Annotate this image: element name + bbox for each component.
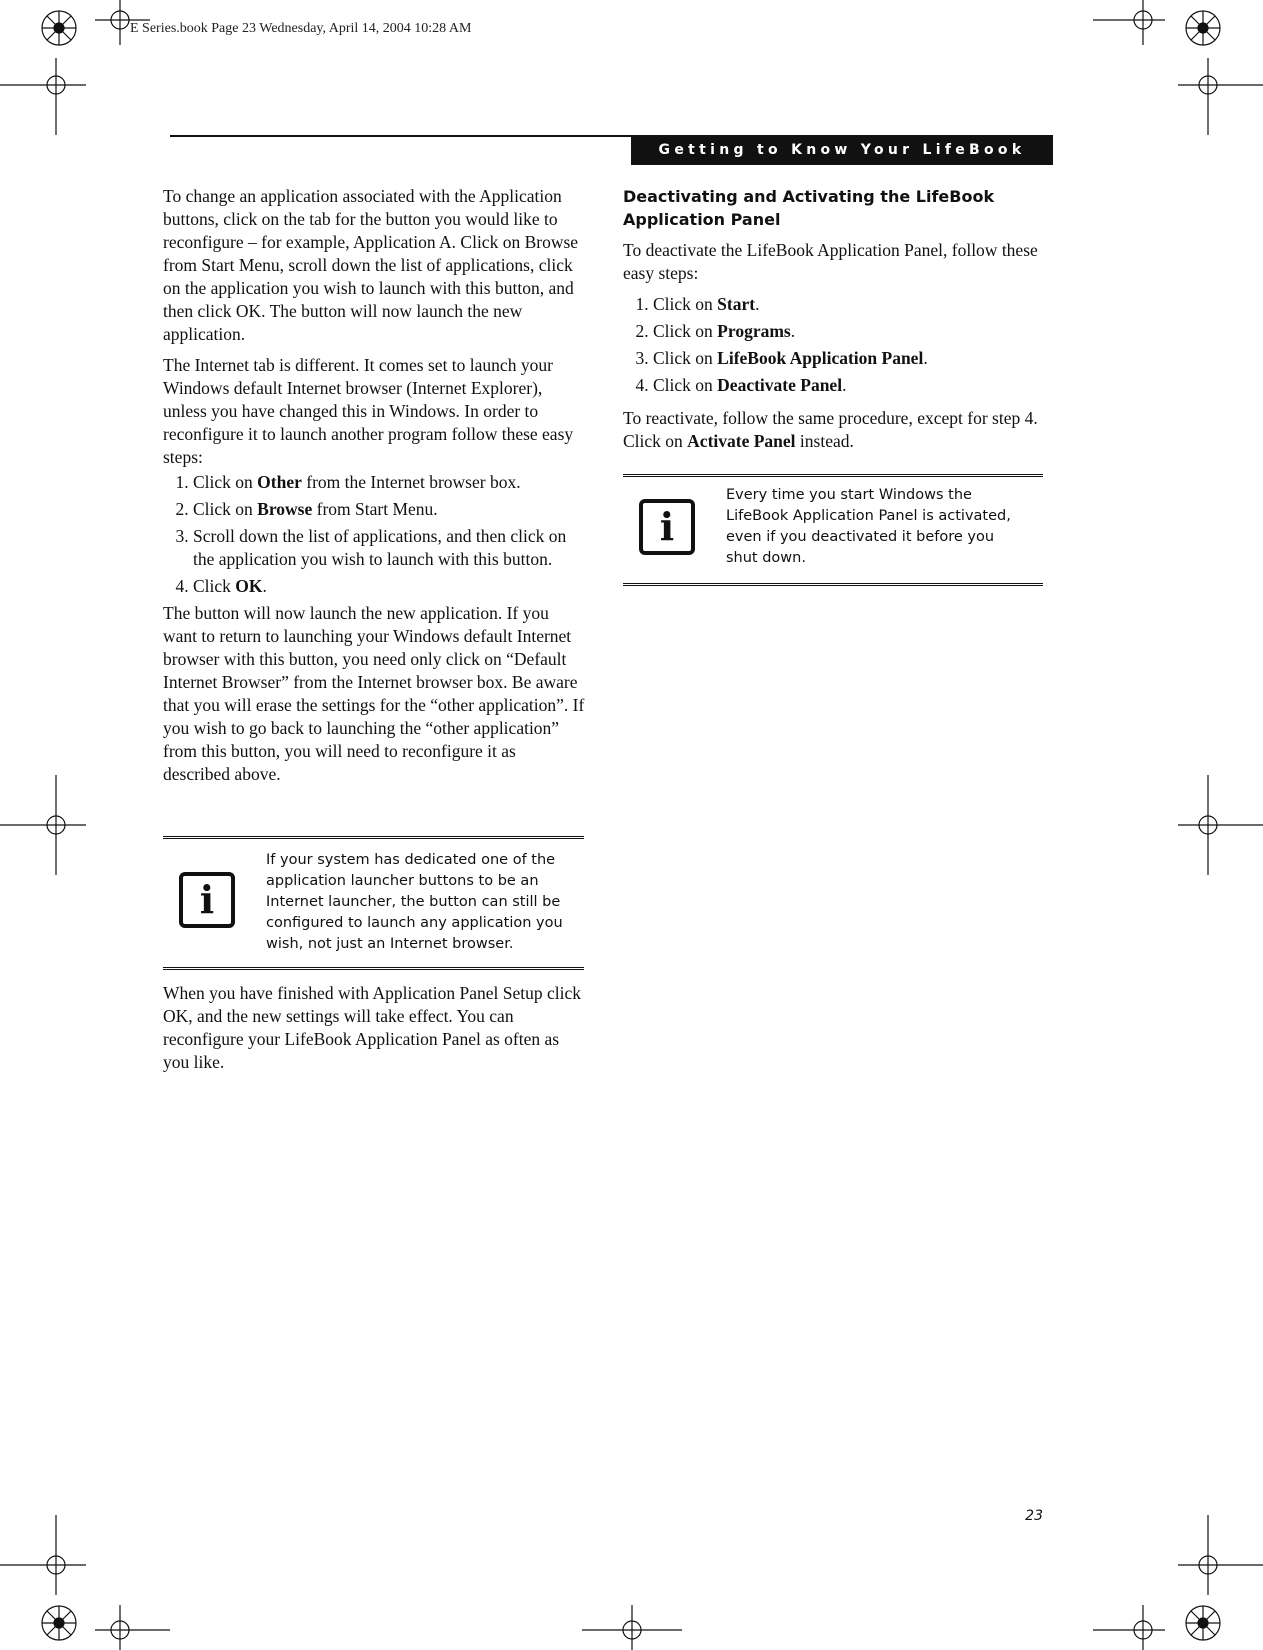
paragraph-change-application: To change an application associated with the Application buttons, click on the tab for the button you would like to reconfigure – for example, Application A. Click on Browse from Start Menu, scroll down the list of applications, click on the application you wish to launch with this button, and then click OK. The button will now launch the new application.	[163, 186, 579, 344]
paragraph-deactivate-intro: To deactivate the LifeBook Application Panel, follow these easy steps:	[623, 240, 1038, 283]
list-item: 1. Click on Start.	[653, 293, 1053, 316]
list-item: 3. Scroll down the list of applications, and then click on the application you wish to launch with this button.	[193, 525, 587, 571]
info-note-left	[163, 836, 584, 970]
registration-mark-bottom-a	[95, 1605, 170, 1650]
list-item: 2. Click on Browse from Start Menu.	[193, 498, 587, 521]
list-item: 4. Click OK.	[193, 575, 587, 598]
registration-mark-left-mid	[0, 775, 86, 875]
deactivate-steps-list	[623, 293, 1053, 397]
registration-mark-bottom-b	[1093, 1605, 1165, 1650]
registration-mark-top-b	[1093, 0, 1165, 45]
info-note-text: If your system has dedicated one of the application launcher buttons to be an Internet launcher, the button can still be configured to launch any application you wish, not just an Internet browser.	[266, 852, 563, 952]
list-item: 1. Click on Other from the Internet browser box.	[193, 471, 587, 494]
info-icon: i	[179, 872, 235, 928]
page-number: 23	[1025, 1508, 1043, 1524]
info-note-text: Every time you start Windows the LifeBook Application Panel is activated, even if you deactivated it before you shut down.	[726, 487, 1011, 566]
starburst-mark-bottom-left	[42, 1606, 76, 1640]
paragraph-reactivate: To reactivate, follow the same procedure, except for step 4. Click on Activate Panel instead.	[623, 408, 1038, 451]
section-title-bar: Getting to Know Your LifeBook	[631, 135, 1053, 165]
paragraph-finished-setup	[163, 982, 587, 1082]
registration-mark-bottom-center	[582, 1605, 682, 1650]
right-column	[623, 185, 1053, 461]
registration-mark-right-bottom	[1178, 1515, 1263, 1595]
paragraph-return-default: The button will now launch the new application. If you want to return to launching your Windows default Internet browser with this button, you need only click on “Default Internet Browser” from the Internet browser box. Be aware that you will erase the settings for the “other application”. If you wish to go back to launching the “other application” from this button, you will need to reconfigure it as described above.	[163, 603, 585, 784]
starburst-mark-top-right	[1186, 11, 1220, 45]
registration-mark-left-bottom	[0, 1515, 86, 1595]
internet-steps-list	[163, 471, 587, 598]
section-heading: Deactivating and Activating the LifeBook Application Panel	[623, 187, 995, 229]
registration-mark-right-mid	[1178, 775, 1263, 875]
info-icon: i	[639, 499, 695, 555]
paragraph-internet-tab: The Internet tab is different. It comes set to launch your Windows default Internet browser (Internet Explorer), unless you have changed this in Windows. In order to reconfigure it to launch another program follow these easy steps:	[163, 355, 574, 467]
left-column	[163, 185, 587, 794]
header-rule	[170, 135, 632, 137]
print-slug: E Series.book Page 23 Wednesday, April 14, 2004 10:28 AM	[130, 21, 472, 36]
starburst-mark-top-left	[42, 11, 76, 45]
paragraph-text: When you have finished with Application Panel Setup click OK, and the new settings will take effect. You can reconfigure your LifeBook Application Panel as often as you like.	[163, 983, 581, 1072]
registration-mark-right-top	[1178, 58, 1263, 135]
registration-mark-left-top	[0, 58, 86, 135]
list-item: 4. Click on Deactivate Panel.	[653, 374, 1053, 397]
list-item: 3. Click on LifeBook Application Panel.	[653, 347, 1053, 370]
list-item: 2. Click on Programs.	[653, 320, 1053, 343]
info-note-right	[623, 474, 1043, 586]
starburst-mark-bottom-right	[1186, 1606, 1220, 1640]
